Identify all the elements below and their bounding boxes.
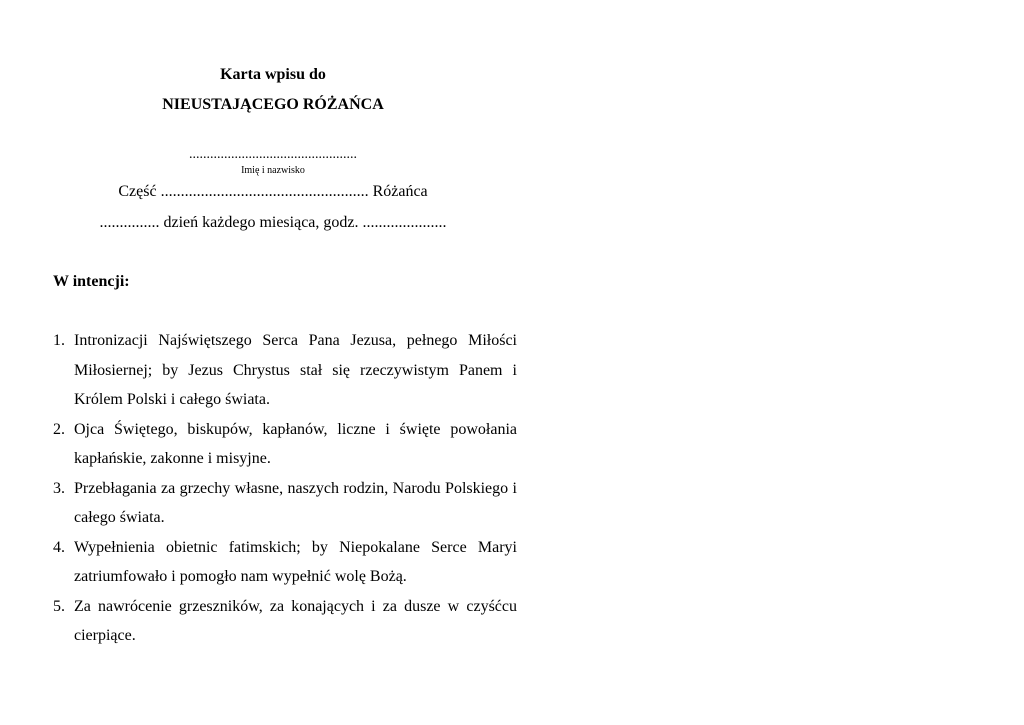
list-item-number: 2. <box>53 420 65 438</box>
name-field-line: ................................................ <box>189 147 357 162</box>
document-subtitle: NIEUSTAJĄCEGO RÓŻAŃCA <box>162 96 384 113</box>
list-item <box>53 533 517 592</box>
day-time-line: ............... dzień każdego miesiąca, godz. ..................... <box>99 214 447 231</box>
document-title: Karta wpisu do <box>220 66 326 83</box>
list-item <box>53 415 517 474</box>
list-item-text: Ojca Świętego, biskupów, kapłanów, liczne i święte powołania kapłańskie, zakonne i misyjne. <box>74 420 517 467</box>
list-item-number: 4. <box>53 538 65 556</box>
list-item-number: 1. <box>53 332 65 349</box>
list-item-text: Intronizacji Najświętszego Serca Pana Jezusa, pełnego Miłości Miłosiernej; by Jezus Chrystus stał się rzeczywistym Panem i Królem Polski i całego świata. <box>74 332 517 408</box>
list-item-number: 5. <box>53 597 65 615</box>
list-item <box>53 592 517 651</box>
name-field-caption: Imię i nazwisko <box>241 165 305 176</box>
list-item-number: 3. <box>53 479 65 497</box>
list-item-text: Wypełnienia obietnic fatimskich; by Niepokalane Serce Maryi zatriumfowało i pomogło nam wypełnić wolę Bożą. <box>74 538 517 585</box>
list-item-text: Za nawrócenie grzeszników, za konających i za dusze w czyśćcu cierpiące. <box>74 597 517 644</box>
list-item <box>53 326 517 415</box>
list-item <box>53 474 517 533</box>
intentions-heading: W intencji: <box>53 273 130 290</box>
rosary-part-line: Część .................................................... Różańca <box>118 183 428 200</box>
intentions-list <box>53 326 517 651</box>
list-item-text: Przebłagania za grzechy własne, naszych rodzin, Narodu Polskiego i całego świata. <box>74 479 517 526</box>
